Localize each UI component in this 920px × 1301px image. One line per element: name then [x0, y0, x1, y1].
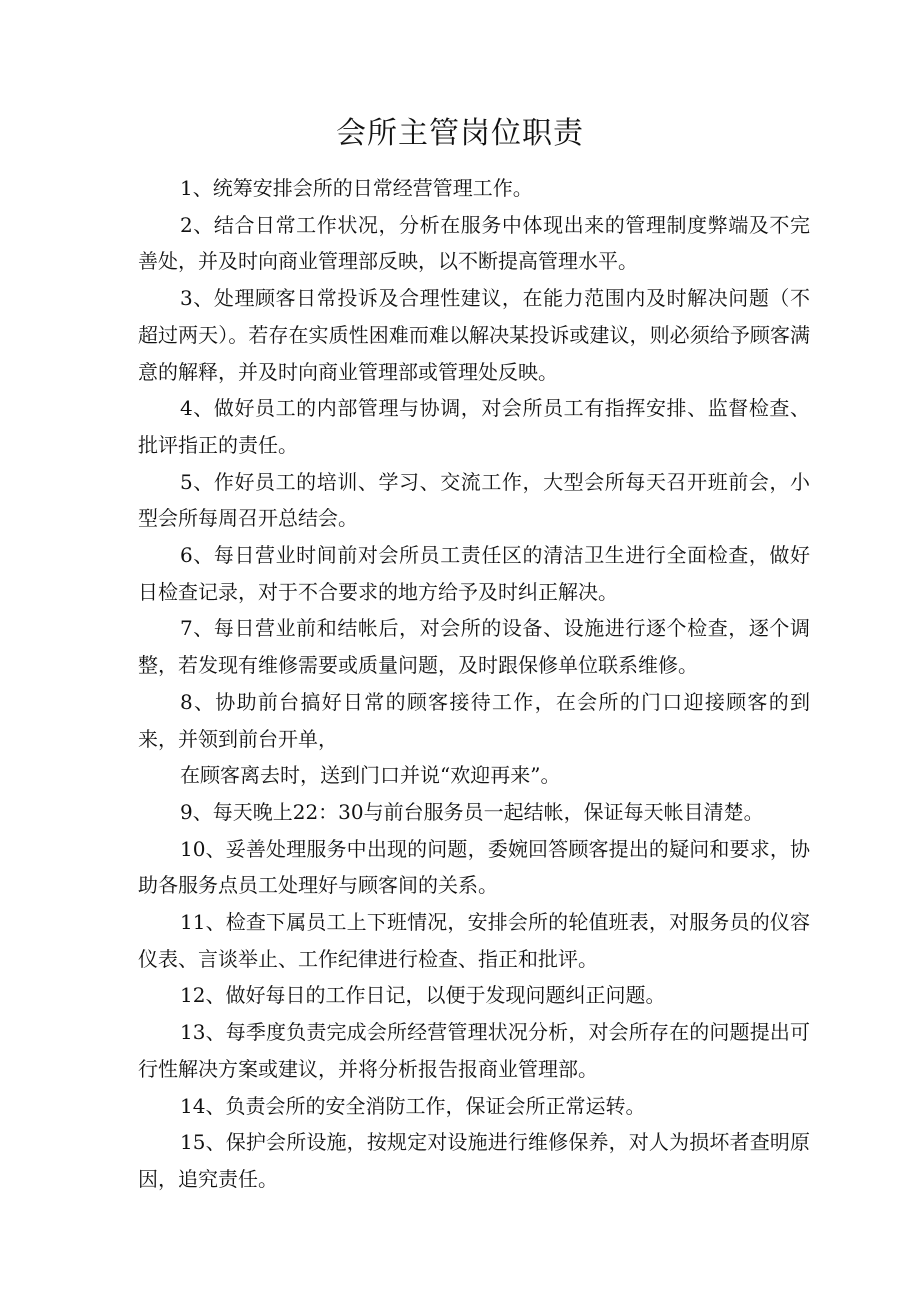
duty-item-2: 2、结合日常工作状况，分析在服务中体现出来的管理制度弊端及不完善处，并及时向商业管理部反映，以不断提高管理水平。: [138, 212, 810, 274]
duty-item-8: 8、协助前台搞好日常的顾客接待工作，在会所的门口迎接顾客的到来，并领到前台开单，: [138, 689, 810, 751]
duty-item-10: 10、妥善处理服务中出现的问题，委婉回答顾客提出的疑问和要求，协助各服务点员工处理好与顾客间的关系。: [138, 836, 810, 898]
duty-item-7: 7、每日营业前和结帐后，对会所的设备、设施进行逐个检查，逐个调整，若发现有维修需要或质量问题，及时跟保修单位联系维修。: [138, 616, 810, 678]
duty-item-13: 13、每季度负责完成会所经营管理状况分析，对会所存在的问题提出可行性解决方案或建议，并将分析报告报商业管理部。: [138, 1020, 810, 1081]
duty-item-4: 4、做好员工的内部管理与协调，对会所员工有指挥安排、监督检查、批评指正的责任。: [138, 396, 810, 457]
duty-item-5: 5、作好员工的培训、学习、交流工作，大型会所每天召开班前会，小型会所每周召开总结会。: [138, 469, 810, 531]
duty-item-12: 12、做好每日的工作日记，以便于发现问题纠正问题。: [180, 983, 666, 1008]
document-body: [138, 170, 810, 1198]
page-title: 会所主管岗位职责: [336, 116, 584, 151]
duty-item-8-continued: 在顾客离去时，送到门口并说“欢迎再来”。: [180, 763, 561, 788]
duty-item-6: 6、每日营业时间前对会所员工责任区的清洁卫生进行全面检查，做好日检查记录，对于不合要求的地方给予及时纠正解决。: [138, 543, 810, 604]
duty-item-15: 15、保护会所设施，按规定对设施进行维修保养，对人为损坏者查明原因，追究责任。: [138, 1130, 810, 1191]
duty-item-3: 3、处理顾客日常投诉及合理性建议，在能力范围内及时解决问题（不超过两天）。若存在实质性困难而难以解决某投诉或建议，则必须给予顾客满意的解释，并及时向商业管理部或管理处反映。: [138, 286, 810, 384]
duty-item-14: 14、负责会所的安全消防工作，保证会所正常运转。: [180, 1093, 646, 1118]
duty-item-9: 9、每天晚上22：30与前台服务员一起结帐，保证每天帐目清楚。: [180, 799, 764, 824]
duty-item-1: 1、统筹安排会所的日常经营管理工作。: [180, 176, 533, 200]
duty-item-11: 11、检查下属员工上下班情况，安排会所的轮值班表，对服务员的仪容仪表、言谈举止、工作纪律进行检查、指正和批评。: [138, 910, 810, 971]
